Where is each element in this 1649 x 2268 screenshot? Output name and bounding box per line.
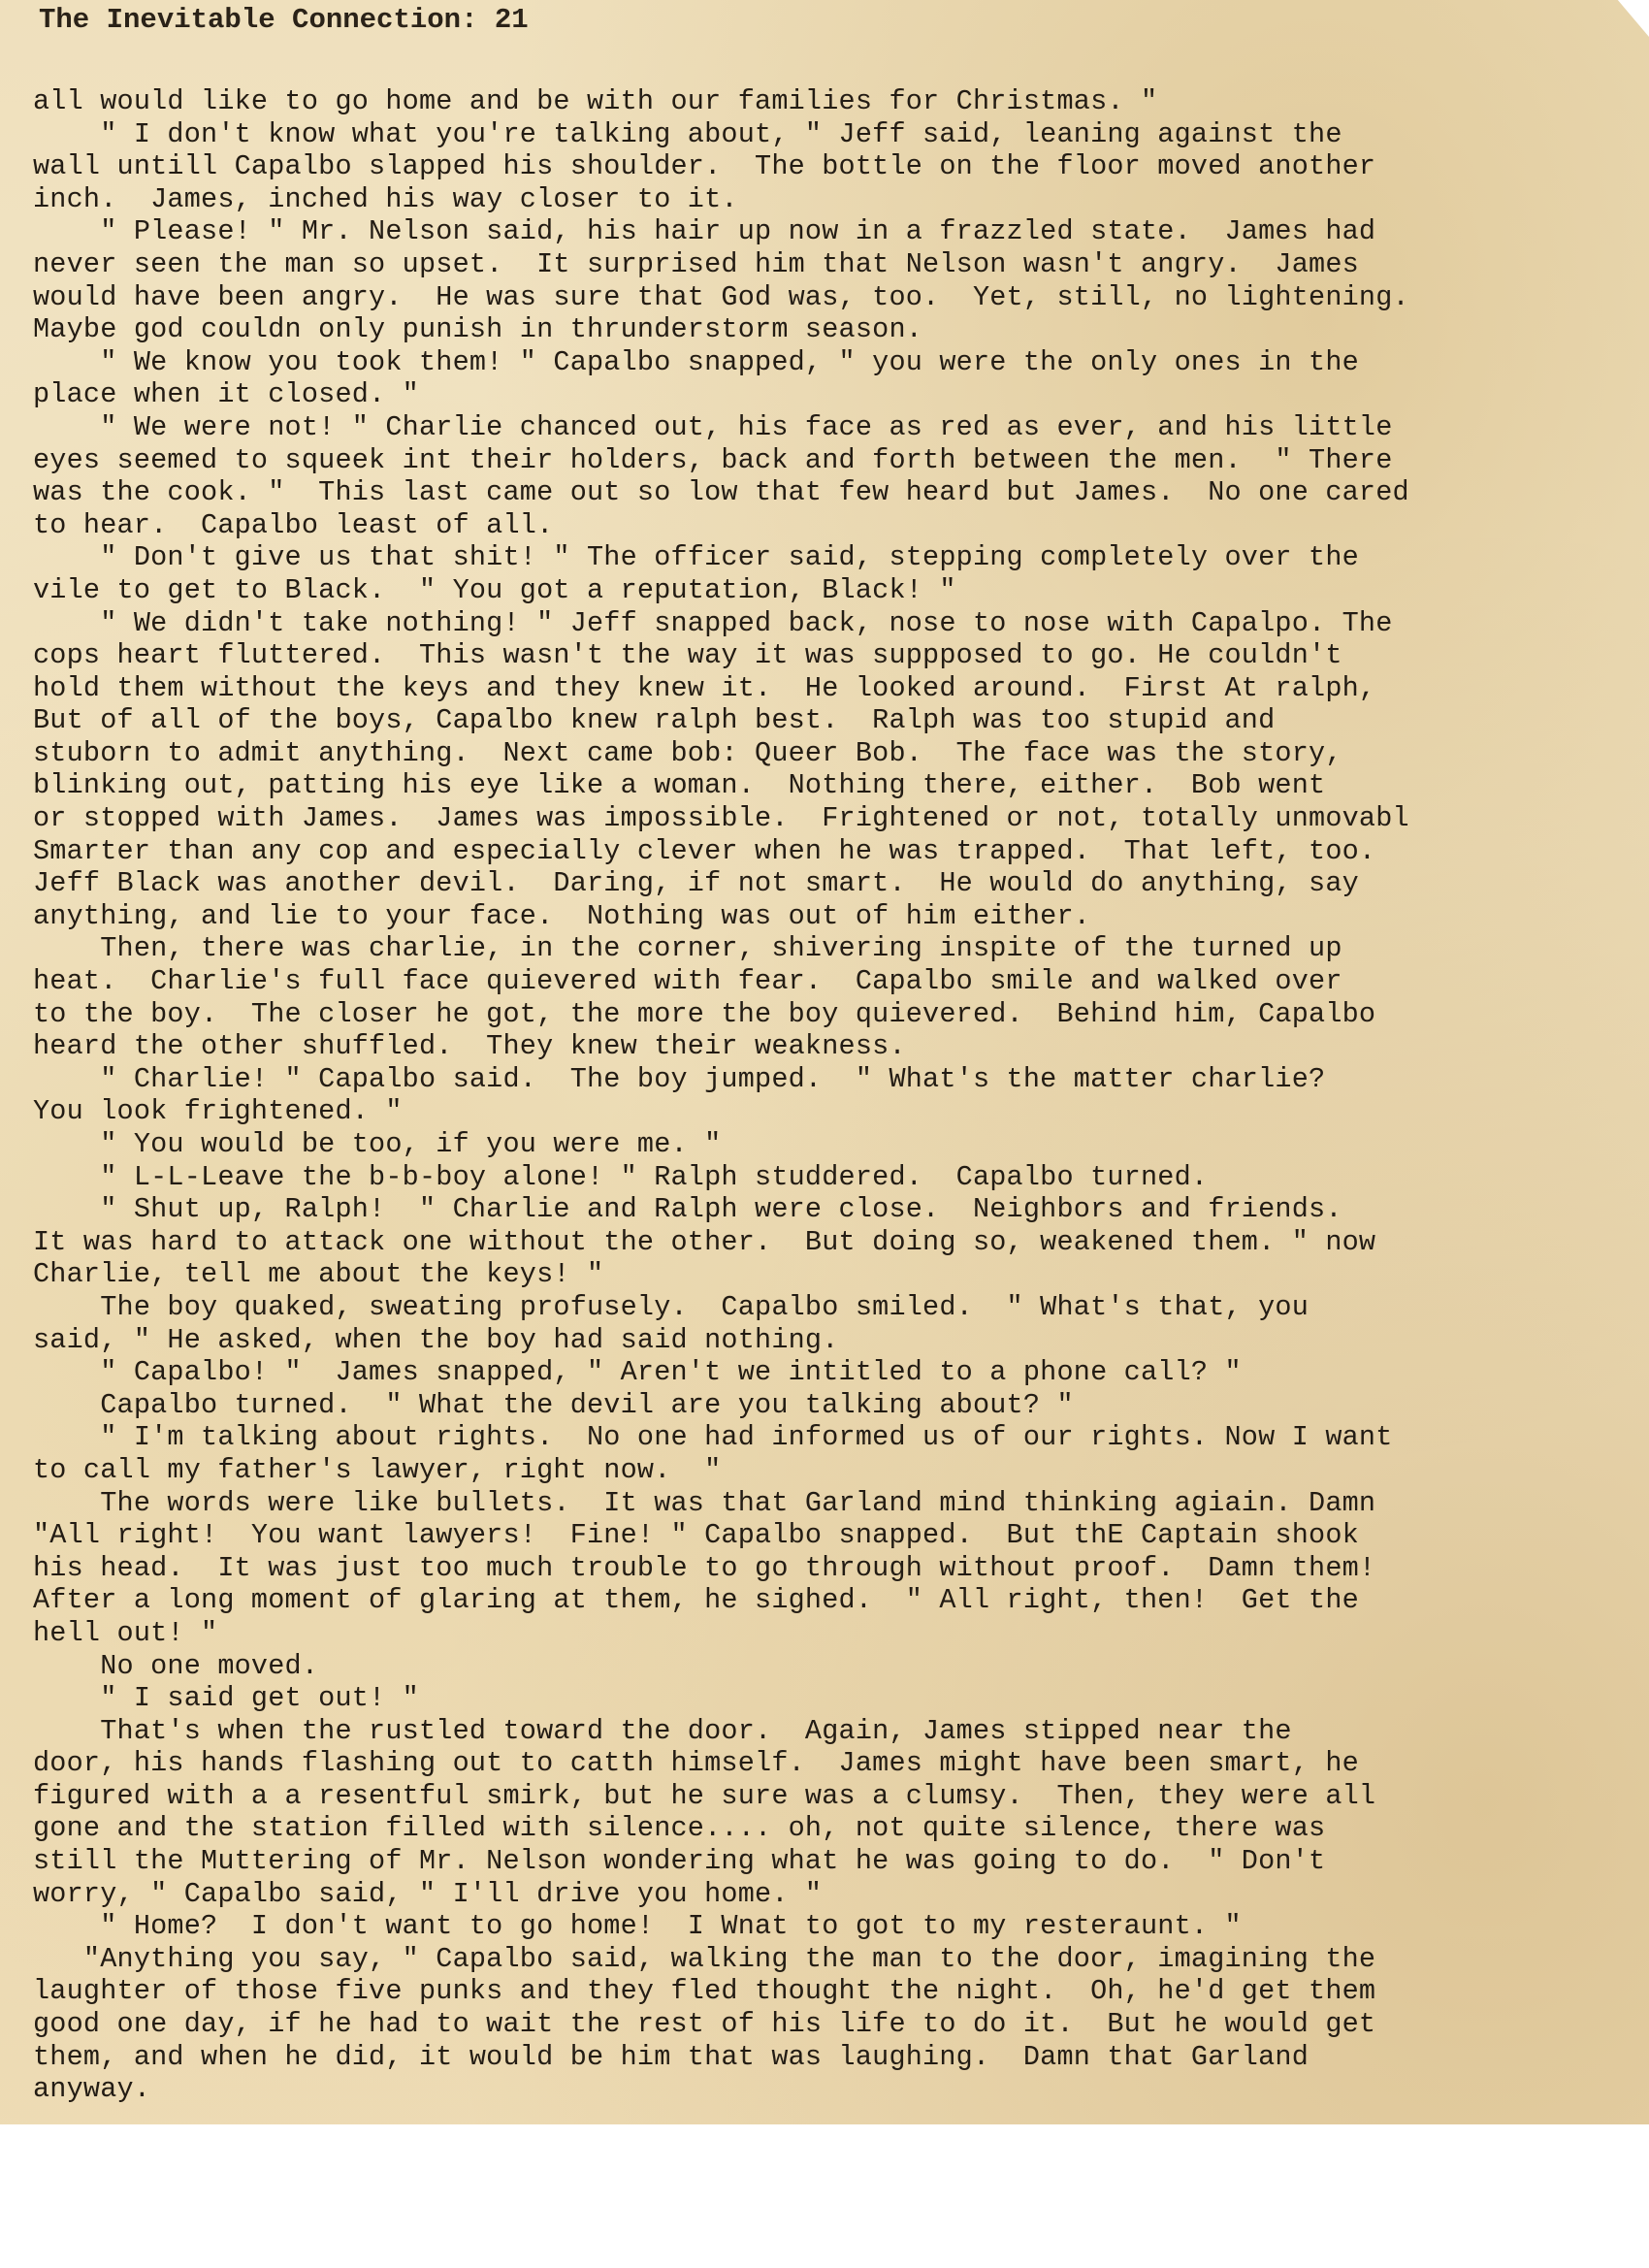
text-line: or stopped with James. James was impossible. Frightened or not, totally unmovabl	[33, 802, 1409, 835]
text-line: laughter of those five punks and they fled thought the night. Oh, he'd get them	[33, 1975, 1376, 2008]
text-line: hell out! "	[33, 1616, 218, 1649]
body-text	[33, 85, 1643, 2106]
text-line: hold them without the keys and they knew it. He looked around. First At ralph,	[33, 671, 1376, 704]
text-line: Charlie, tell me about the keys! "	[33, 1258, 604, 1291]
text-line: " Please! " Mr. Nelson said, his hair up now in a frazzled state. James had	[33, 215, 1376, 248]
text-line: place when it closed. "	[33, 378, 419, 411]
text-line: Jeff Black was another devil. Daring, if not smart. He would do anything, say	[33, 867, 1359, 900]
page-title: The Inevitable Connection: 21	[39, 4, 529, 36]
text-line: door, his hands flashing out to catth himself. James might have been smart, he	[33, 1747, 1359, 1780]
text-line: them, and when he did, it would be him that was laughing. Damn that Garland	[33, 2040, 1310, 2073]
text-line: The boy quaked, sweating profusely. Capalbo smiled. " What's that, you	[33, 1290, 1310, 1323]
text-line: " I said get out! "	[33, 1682, 419, 1715]
text-line: vile to get to Black. " You got a reputation, Black! "	[33, 573, 956, 606]
text-line: to hear. Capalbo least of all.	[33, 508, 554, 541]
text-line: " We didn't take nothing! " Jeff snapped back, nose to nose with Capalpo. The	[33, 606, 1393, 639]
text-line: It was hard to attack one without the other. But doing so, weakened them. " now	[33, 1225, 1376, 1258]
text-line: " Charlie! " Capalbo said. The boy jumped. " What's the matter charlie?	[33, 1062, 1326, 1095]
text-line: cops heart fluttered. This wasn't the way it was suppposed to go. He couldn't	[33, 639, 1342, 672]
text-line: gone and the station filled with silence.... oh, not quite silence, there was	[33, 1812, 1326, 1845]
text-line: never seen the man so upset. It surprised him that Nelson wasn't angry. James	[33, 247, 1359, 280]
text-line: " Don't give us that shit! " The officer said, stepping completely over the	[33, 541, 1359, 574]
text-line: No one moved.	[33, 1649, 319, 1682]
text-line: was the cook. " This last came out so low that few heard but James. No one cared	[33, 476, 1409, 509]
text-line: Then, there was charlie, in the corner, shivering inspite of the turned up	[33, 932, 1342, 965]
text-line: " We were not! " Charlie chanced out, his face as red as ever, and his little	[33, 410, 1393, 443]
text-line: " I'm talking about rights. No one had informed us of our rights. Now I want	[33, 1421, 1393, 1454]
text-line: figured with a a resentful smirk, but he sure was a clumsy. Then, they were all	[33, 1779, 1376, 1812]
text-line: " L-L-Leave the b-b-boy alone! " Ralph studdered. Capalbo turned.	[33, 1160, 1209, 1193]
text-line: his head. It was just too much trouble to go through without proof. Damn them!	[33, 1551, 1376, 1584]
text-line: After a long moment of glaring at them, he sighed. " All right, then! Get the	[33, 1584, 1359, 1617]
text-line: The words were like bullets. It was that Garland mind thinking agiain. Damn	[33, 1486, 1376, 1519]
text-line: said, " He asked, when the boy had said nothing.	[33, 1323, 839, 1356]
text-line: to call my father's lawyer, right now. "	[33, 1453, 722, 1486]
text-line: would have been angry. He was sure that God was, too. Yet, still, no lightening.	[33, 280, 1409, 313]
text-line: " I don't know what you're talking about, " Jeff said, leaning against the	[33, 117, 1342, 150]
text-line: worry, " Capalbo said, " I'll drive you home. "	[33, 1877, 823, 1910]
text-line: Maybe god couldn only punish in thrunderstorm season.	[33, 313, 923, 346]
text-line: blinking out, patting his eye like a woman. Nothing there, either. Bob went	[33, 769, 1326, 802]
text-line: " You would be too, if you were me. "	[33, 1128, 722, 1160]
text-line: all would like to go home and be with our families for Christmas. "	[33, 85, 1158, 117]
text-line: "All right! You want lawyers! Fine! " Capalbo snapped. But thE Captain shook	[33, 1519, 1359, 1552]
text-line: heard the other shuffled. They knew their weakness.	[33, 1030, 906, 1063]
text-line: good one day, if he had to wait the rest of his life to do it. But he would get	[33, 2008, 1376, 2041]
text-line: "Anything you say, " Capalbo said, walking the man to the door, imagining the	[33, 1942, 1376, 1975]
text-line: But of all of the boys, Capalbo knew ralph best. Ralph was too stupid and	[33, 704, 1276, 737]
text-line: heat. Charlie's full face quievered with fear. Capalbo smile and walked over	[33, 965, 1342, 998]
text-line: stuborn to admit anything. Next came bob: Queer Bob. The face was the story,	[33, 736, 1342, 769]
text-line: Smarter than any cop and especially clever when he was trapped. That left, too.	[33, 834, 1376, 867]
text-line: " Capalbo! " James snapped, " Aren't we intitled to a phone call? "	[33, 1356, 1242, 1389]
text-line: Capalbo turned. " What the devil are you talking about? "	[33, 1388, 1074, 1421]
text-line: " Shut up, Ralph! " Charlie and Ralph were close. Neighbors and friends.	[33, 1193, 1342, 1226]
text-line: anything, and lie to your face. Nothing was out of him either.	[33, 899, 1091, 932]
text-line: to the boy. The closer he got, the more the boy quievered. Behind him, Capalbo	[33, 997, 1376, 1030]
text-line: eyes seemed to squeek int their holders, back and forth between the men. " There	[33, 443, 1393, 476]
text-line: anyway.	[33, 2073, 151, 2106]
text-line: That's when the rustled toward the door. Again, James stipped near the	[33, 1714, 1292, 1747]
text-line: You look frightened. "	[33, 1095, 403, 1128]
text-line: " We know you took them! " Capalbo snapped, " you were the only ones in the	[33, 345, 1359, 378]
text-line: " Home? I don't want to go home! I Wnat to got to my resteraunt. "	[33, 1910, 1242, 1943]
torn-corner	[1604, 0, 1649, 37]
text-line: inch. James, inched his way closer to it.	[33, 182, 738, 215]
text-line: wall untill Capalbo slapped his shoulder. The bottle on the floor moved another	[33, 150, 1376, 183]
text-line: still the Muttering of Mr. Nelson wondering what he was going to do. " Don't	[33, 1845, 1326, 1878]
